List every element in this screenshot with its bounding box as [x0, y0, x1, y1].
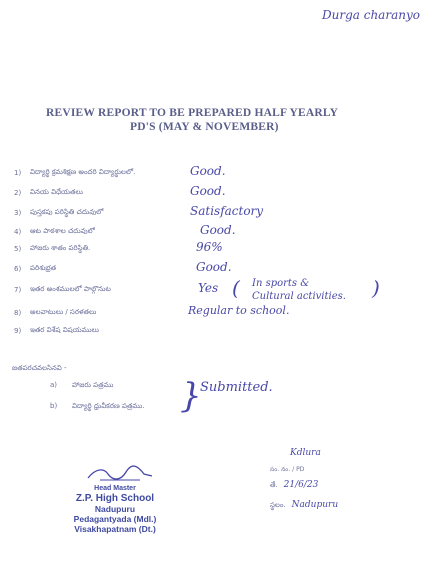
handwritten-name: Durga charanyo	[322, 8, 420, 22]
curly-brace: }	[180, 376, 202, 416]
item-label: వినయ విధేయతలు	[30, 188, 83, 196]
report-title-line-2: PD'S (MAY & NOVEMBER)	[130, 121, 279, 133]
item-label: హాజరు శాతం పరిస్థితి.	[30, 244, 91, 252]
place-value: Nadupuru	[291, 500, 339, 510]
item-number: 5)	[14, 245, 22, 253]
report-title-line-1: REVIEW REPORT TO BE PREPARED HALF YEARLY	[46, 107, 339, 119]
item-label: ఇతర అంశములలో పాల్గొనుట	[30, 285, 111, 293]
review-item	[0, 204, 437, 224]
date-label: తే.	[270, 481, 278, 489]
attachment-b-letter: b)	[50, 402, 58, 410]
item-number: 7)	[14, 286, 22, 294]
stamp-line-1: Head Master	[94, 485, 136, 492]
stamp-line-5: Visakhapatnam (Dt.)	[74, 524, 156, 534]
item-label: ఇతర విశేష విషయములు	[30, 326, 99, 334]
item-number: 1)	[14, 169, 22, 177]
item-number: 3)	[14, 209, 22, 217]
review-item	[0, 304, 437, 324]
headmaster-signature-icon	[86, 464, 156, 486]
item-answer: Good.	[190, 184, 226, 198]
item-answer: Good.	[196, 260, 232, 274]
item-label: అలవాటులు / సరళతలు	[30, 308, 97, 316]
review-item	[0, 322, 437, 342]
close-paren: )	[372, 276, 380, 300]
item-answer: Good.	[200, 223, 236, 237]
stamp-line-4: Pedagantyada (Mdl.)	[73, 514, 157, 524]
item-number: 4)	[14, 228, 22, 236]
attachment-b-label: విద్యార్థి ధ్రువీకరణ పత్రము.	[72, 402, 145, 410]
review-item	[0, 240, 437, 260]
place-label: స్థలం.	[270, 501, 286, 509]
item-label: పుస్తకపు పరిస్థితి చదువులో	[30, 208, 104, 216]
item-number: 6)	[14, 265, 22, 273]
right-sign-line-1: సం. నం. / PD	[270, 466, 305, 473]
school-stamp	[60, 484, 170, 534]
item-answer: 96%	[196, 240, 223, 254]
parent-signature: Kdlura	[290, 448, 321, 458]
sign-place	[270, 500, 338, 511]
item-answer: Regular to school.	[188, 304, 290, 317]
date-value: 21/6/23	[283, 480, 319, 490]
item-answer: Satisfactory	[190, 204, 264, 218]
attachment-a-letter: a)	[50, 381, 58, 389]
review-item	[0, 164, 437, 184]
stamp-line-2: Z.P. High School	[75, 493, 155, 504]
item-number: 2)	[14, 189, 22, 197]
item-number: 8)	[14, 309, 22, 317]
submitted-text: Submitted.	[200, 380, 273, 395]
attachments-heading: జతపరచవలసినవి -	[12, 364, 67, 372]
item7-note-line-2: Cultural activities.	[252, 291, 346, 302]
item-number: 9)	[14, 327, 22, 335]
sign-date	[270, 480, 318, 491]
stamp-line-3: Nadupuru	[94, 504, 136, 514]
item7-note-line-1: In sports &	[252, 278, 310, 289]
attachment-b	[50, 402, 144, 412]
item-label: విద్యార్థి క్రమశిక్షణ అందరి విద్యార్థులలో.	[30, 168, 136, 176]
attachment-a-label: హాజరు పత్రము	[72, 381, 114, 389]
item-label: ఆట పాఠశాల చదువులో	[30, 227, 95, 235]
item-answer: Yes	[198, 281, 219, 295]
open-paren: (	[232, 276, 240, 300]
attachment-a	[50, 381, 113, 391]
review-item	[0, 184, 437, 204]
item-answer: Good.	[190, 164, 226, 178]
item-label: పరిశుభ్రత	[30, 264, 57, 272]
